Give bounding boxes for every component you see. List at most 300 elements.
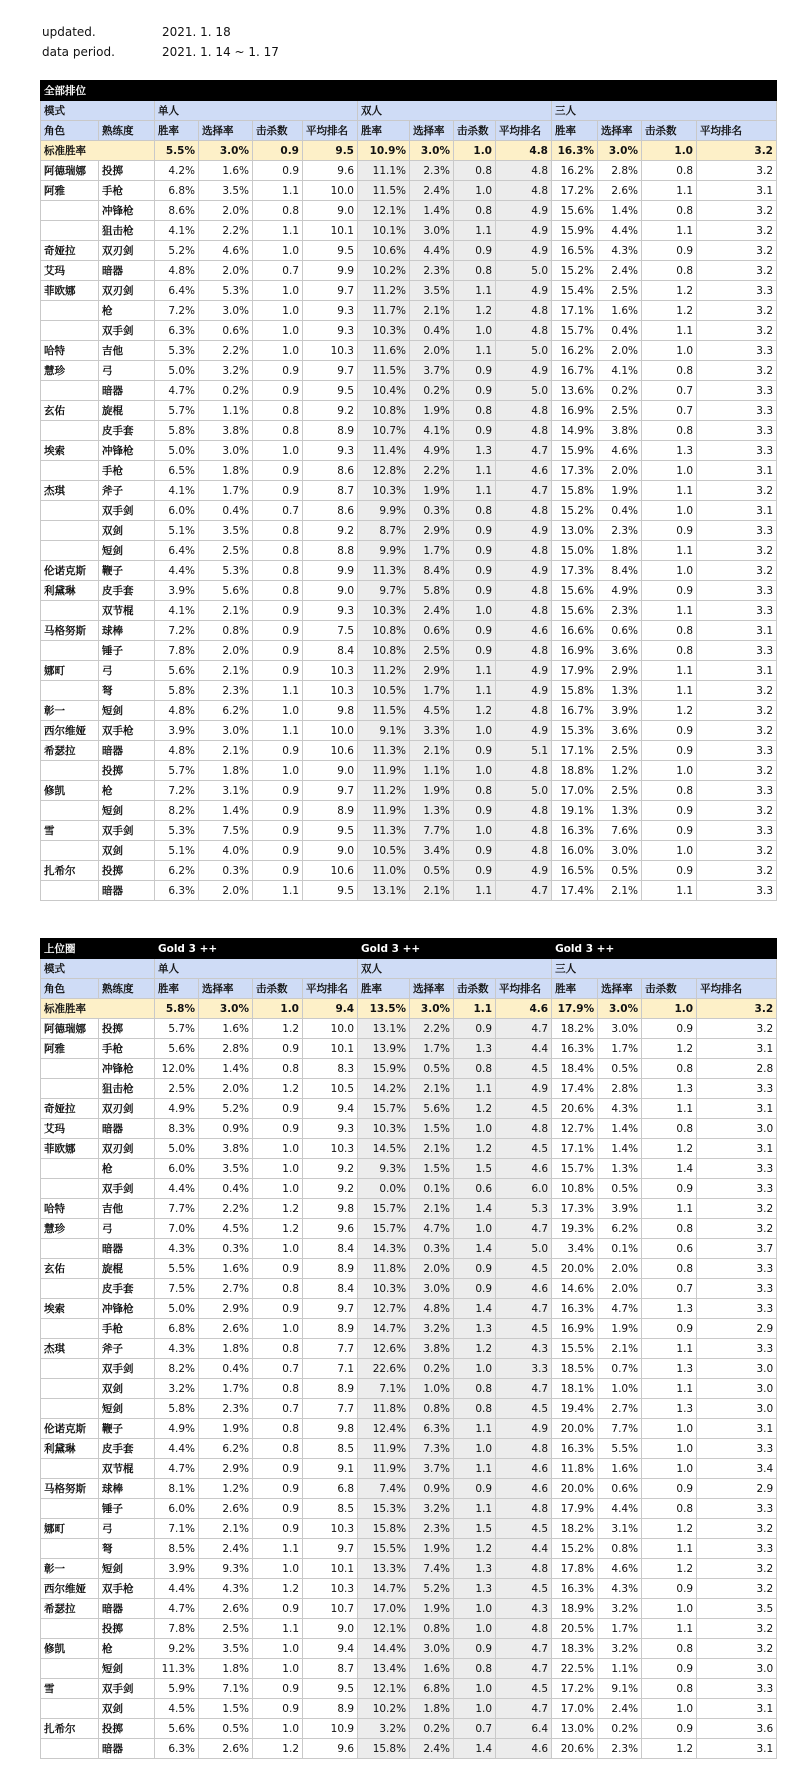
stat-value: 11.9% [358,761,410,781]
stat-value: 1.0 [642,1439,697,1459]
stat-value: 0.9 [454,241,496,261]
stat-value: 4.8% [155,741,199,761]
stat-value: 11.6% [358,341,410,361]
stat-value: 1.0 [253,321,303,341]
stat-value: 3.2 [697,561,777,581]
stat-value: 0.4% [199,501,253,521]
weapon-name: 冲锋枪 [99,1299,155,1319]
stat-value: 19.3% [552,1219,598,1239]
stat-value: 3.2 [697,481,777,501]
stat-value: 0.5% [598,1059,642,1079]
table-row [41,1659,777,1679]
table-row [41,841,777,861]
stat-value: 15.8% [358,1519,410,1539]
stat-value: 4.5 [496,1139,552,1159]
stat-value: 0.3% [410,1239,454,1259]
character-name: 慧珍 [41,361,99,381]
stat-value: 4.9 [496,861,552,881]
mode-name: 三人 [552,101,777,121]
stat-value: 4.3 [496,1339,552,1359]
stat-value: 8.4 [303,641,358,661]
stat-value: 1.7% [598,1039,642,1059]
stat-value: 0.6% [598,621,642,641]
stat-value: 3.9% [598,1199,642,1219]
stat-value: 3.3 [697,781,777,801]
stat-value: 2.5% [410,641,454,661]
stat-value: 1.1 [454,1459,496,1479]
stat-value: 2.1% [410,1139,454,1159]
stat-value: 2.0% [598,1279,642,1299]
stat-value: 4.8 [496,1439,552,1459]
stat-value: 0.9 [253,601,303,621]
character-name: 阿雅 [41,181,99,201]
stat-value: 0.2% [410,1359,454,1379]
character-name [41,1239,99,1259]
stat-value: 3.2 [697,201,777,221]
stat-value: 9.2 [303,401,358,421]
table-row [41,441,777,461]
stat-value: 1.1 [642,661,697,681]
stat-value: 13.1% [358,1019,410,1039]
character-name [41,461,99,481]
stat-value: 10.5% [358,841,410,861]
stat-header: 击杀数 [642,121,697,141]
stat-value: 4.0% [199,841,253,861]
stat-value: 3.2% [410,1499,454,1519]
stat-value: 1.3% [410,801,454,821]
character-name: 利黛琳 [41,1439,99,1459]
stat-value: 11.5% [358,181,410,201]
stat-value: 4.5 [496,1319,552,1339]
stat-value: 0.9 [454,361,496,381]
stat-value: 0.8 [642,1499,697,1519]
weapon-name: 双节棍 [99,1459,155,1479]
stat-value: 4.8 [496,761,552,781]
stat-value: 0.8 [253,1279,303,1299]
stat-value: 1.1% [199,401,253,421]
weapon-name: 弩 [99,681,155,701]
stat-value: 1.2 [454,701,496,721]
stat-value: 16.3% [552,821,598,841]
stat-value: 9.1% [598,1679,642,1699]
stat-value: 9.7 [303,281,358,301]
stat-value: 1.1 [454,1499,496,1519]
stat-value: 1.5 [454,1519,496,1539]
stat-value: 3.8% [598,421,642,441]
stat-value: 10.6% [358,241,410,261]
stat-header: 平均排名 [697,121,777,141]
stat-value: 10.8% [358,621,410,641]
stat-value: 19.1% [552,801,598,821]
stat-value: 0.4% [199,1179,253,1199]
stat-value: 4.7 [496,1379,552,1399]
stat-value: 0.9 [642,1579,697,1599]
stat-value: 5.3% [199,281,253,301]
stat-value: 1.5% [410,1119,454,1139]
stat-value: 0.7 [253,1359,303,1379]
stat-value: 1.1% [598,1659,642,1679]
stat-value: 0.8 [454,1659,496,1679]
stat-value: 0.9 [253,1699,303,1719]
stat-value: 1.0 [454,1679,496,1699]
stat-value: 9.7% [358,581,410,601]
stat-header: 平均排名 [303,121,358,141]
stat-value: 2.1% [199,1519,253,1539]
stat-value: 1.1 [253,181,303,201]
stat-value: 2.8% [598,1079,642,1099]
stat-value: 4.1% [155,601,199,621]
table-row [41,1379,777,1399]
stat-value: 1.4% [199,1059,253,1079]
stat-value: 9.3 [303,321,358,341]
stat-value: 0.8% [199,621,253,641]
stat-value: 1.1 [642,1339,697,1359]
table-row [41,701,777,721]
standard-value: 13.5% [358,999,410,1019]
stat-value: 3.3 [697,441,777,461]
table-row [41,1259,777,1279]
stat-value: 0.8 [454,261,496,281]
stat-value: 3.2 [697,321,777,341]
stat-value: 8.5 [303,1439,358,1459]
stat-value: 4.9% [598,581,642,601]
stat-value: 9.8 [303,1419,358,1439]
character-name [41,1179,99,1199]
stat-value: 1.8% [199,761,253,781]
character-name: 阿德瑞娜 [41,161,99,181]
stat-value: 3.6% [598,721,642,741]
stat-value: 8.6% [155,201,199,221]
standard-value: 4.6 [496,999,552,1019]
stat-value: 3.0% [410,1639,454,1659]
stat-value: 8.7 [303,481,358,501]
stat-value: 10.0 [303,181,358,201]
stat-value: 20.0% [552,1419,598,1439]
weapon-name: 投掷 [99,1719,155,1739]
stat-value: 17.3% [552,1199,598,1219]
stat-value: 3.5% [199,1159,253,1179]
stat-value: 3.7% [410,1459,454,1479]
stat-value: 1.1 [642,1539,697,1559]
stat-value: 4.8 [496,161,552,181]
weapon-name: 暗器 [99,1739,155,1759]
stat-value: 3.2% [155,1379,199,1399]
character-name [41,1279,99,1299]
standard-value: 10.9% [358,141,410,161]
stat-value: 0.9 [454,801,496,821]
weapon-name: 旋棍 [99,1259,155,1279]
stat-value: 1.7% [199,481,253,501]
stat-value: 4.8 [496,321,552,341]
stat-value: 1.1 [253,721,303,741]
weapon-name: 枪 [99,1159,155,1179]
stat-value: 3.2 [697,261,777,281]
stat-value: 3.2% [358,1719,410,1739]
stat-value: 11.0% [358,861,410,881]
stat-value: 15.7% [552,1159,598,1179]
table-row [41,1059,777,1079]
weapon-name: 手枪 [99,181,155,201]
stat-value: 3.2 [697,541,777,561]
standard-label: 标准胜率 [41,999,155,1019]
stat-value: 6.4% [155,281,199,301]
stat-value: 8.4 [303,1239,358,1259]
table-row [41,861,777,881]
character-name [41,1699,99,1719]
character-name: 希瑟拉 [41,1599,99,1619]
stat-value: 10.6 [303,741,358,761]
stat-value: 11.5% [358,361,410,381]
stat-value: 3.1 [697,1739,777,1759]
table-row [41,1479,777,1499]
stat-value: 6.0% [155,1159,199,1179]
stat-value: 10.3% [358,1119,410,1139]
stat-value: 1.4 [454,1199,496,1219]
stat-value: 1.1 [642,681,697,701]
stat-value: 7.7% [410,821,454,841]
stat-value: 7.6% [598,821,642,841]
character-name [41,1379,99,1399]
stat-value: 14.7% [358,1579,410,1599]
stat-value: 7.7 [303,1339,358,1359]
stat-value: 1.2 [642,1139,697,1159]
stat-value: 18.9% [552,1599,598,1619]
stat-value: 6.0% [155,1499,199,1519]
stat-value: 3.4 [697,1459,777,1479]
stat-value: 3.2 [697,221,777,241]
stat-value: 3.2 [697,701,777,721]
stat-value: 9.1% [358,721,410,741]
stat-value: 2.0% [199,261,253,281]
stat-value: 1.3 [454,1319,496,1339]
stat-value: 5.0% [155,1139,199,1159]
stat-value: 5.3 [496,1199,552,1219]
stat-value: 4.8% [410,1299,454,1319]
table-row [41,521,777,541]
stat-value: 5.8% [155,1399,199,1419]
stat-value: 0.8 [454,161,496,181]
table-row [41,1719,777,1739]
stat-header: 胜率 [358,121,410,141]
character-name [41,1159,99,1179]
stat-value: 1.3 [454,1039,496,1059]
stat-value: 16.2% [552,161,598,181]
stat-value: 3.0 [697,1359,777,1379]
stat-value: 16.5% [552,861,598,881]
stat-value: 2.0% [598,1259,642,1279]
stat-value: 9.5 [303,1679,358,1699]
stat-value: 3.3% [410,721,454,741]
weapon-name: 吉他 [99,1199,155,1219]
stat-value: 6.2% [155,861,199,881]
stat-value: 15.9% [552,441,598,461]
character-name: 彰一 [41,701,99,721]
standard-value: 4.8 [496,141,552,161]
standard-value: 1.0 [253,999,303,1019]
stat-value: 7.2% [155,781,199,801]
stat-value: 1.0 [253,1179,303,1199]
stat-value: 5.0 [496,1239,552,1259]
weapon-name: 短剑 [99,1399,155,1419]
stat-value: 0.9 [454,641,496,661]
stat-value: 3.2 [697,801,777,821]
stat-value: 2.4% [410,601,454,621]
stat-value: 14.2% [358,1079,410,1099]
weapon-name: 双节棍 [99,601,155,621]
stat-header: 胜率 [155,979,199,999]
character-name [41,521,99,541]
stat-value: 2.0% [199,881,253,901]
standard-value: 9.5 [303,141,358,161]
stat-value: 3.2 [697,301,777,321]
stat-value: 12.8% [358,461,410,481]
stat-value: 2.1% [199,601,253,621]
stat-value: 1.6% [199,1019,253,1039]
stat-value: 10.3 [303,661,358,681]
stat-value: 0.5% [598,861,642,881]
stat-value: 5.6% [199,581,253,601]
stat-value: 1.1 [253,681,303,701]
stat-value: 5.6% [155,1039,199,1059]
stat-value: 3.1 [697,1039,777,1059]
stat-value: 4.4% [155,1579,199,1599]
stat-value: 11.8% [358,1259,410,1279]
table-row [41,1579,777,1599]
table-row [41,321,777,341]
standard-value: 3.2 [697,999,777,1019]
stat-value: 14.6% [552,1279,598,1299]
stat-value: 4.7% [155,1599,199,1619]
stat-value: 6.2% [199,1439,253,1459]
character-name: 伦诺克斯 [41,1419,99,1439]
stat-value: 16.5% [552,241,598,261]
table-row [41,1019,777,1039]
stat-value: 0.8 [253,1339,303,1359]
stat-value: 10.3 [303,341,358,361]
stat-value: 1.7% [598,1619,642,1639]
stat-header: 选择率 [598,979,642,999]
character-name [41,1399,99,1419]
stat-value: 2.8 [697,1059,777,1079]
stat-value: 0.9 [642,1479,697,1499]
weapon-name: 枪 [99,301,155,321]
stat-value: 10.1 [303,1039,358,1059]
table-row [41,1419,777,1439]
stat-value: 0.4% [199,1359,253,1379]
stat-value: 1.1 [642,221,697,241]
weapon-name: 双手剑 [99,821,155,841]
character-name: 菲欧娜 [41,1139,99,1159]
weapon-name: 皮手套 [99,421,155,441]
stat-value: 9.8 [303,701,358,721]
stat-value: 0.9 [253,821,303,841]
stat-value: 4.5 [496,1399,552,1419]
stat-value: 10.7 [303,1599,358,1619]
stat-value: 0.9 [454,541,496,561]
stat-value: 15.6% [552,601,598,621]
stat-value: 2.6% [199,1499,253,1519]
stat-value: 4.8 [496,501,552,521]
stat-value: 3.3 [697,341,777,361]
character-name: 杰琪 [41,481,99,501]
stat-value: 0.9 [253,481,303,501]
stat-value: 3.2 [697,841,777,861]
stat-value: 7.1% [199,1679,253,1699]
stat-value: 1.0 [253,701,303,721]
stat-value: 1.8% [199,461,253,481]
stat-value: 2.3% [598,521,642,541]
character-name: 娜町 [41,1519,99,1539]
stat-value: 2.9% [199,1299,253,1319]
table-row [41,1499,777,1519]
stat-value: 0.7 [642,401,697,421]
stat-value: 4.9% [410,441,454,461]
character-name: 阿德瑞娜 [41,1019,99,1039]
table-row [41,781,777,801]
stat-value: 3.5% [199,1639,253,1659]
stat-value: 2.2% [199,341,253,361]
stat-value: 4.5 [496,1099,552,1119]
standard-value: 3.0% [598,141,642,161]
stat-value: 0.9 [253,1119,303,1139]
stat-value: 13.9% [358,1039,410,1059]
stat-value: 1.0 [642,561,697,581]
stat-value: 0.8 [454,201,496,221]
stat-value: 5.1 [496,741,552,761]
stat-value: 0.8 [642,641,697,661]
stat-value: 4.5 [496,1519,552,1539]
stat-value: 5.3% [155,821,199,841]
character-name: 扎希尔 [41,861,99,881]
stat-value: 3.3 [697,881,777,901]
stat-value: 15.7% [358,1219,410,1239]
standard-value: 3.2 [697,141,777,161]
stat-value: 13.6% [552,381,598,401]
standard-value: 5.8% [155,999,199,1019]
stat-value: 16.9% [552,401,598,421]
stat-value: 3.3 [697,521,777,541]
stat-value: 12.6% [358,1339,410,1359]
weapon-name: 短剑 [99,1659,155,1679]
stat-value: 3.5% [199,521,253,541]
stat-value: 7.2% [155,301,199,321]
stat-value: 0.9 [454,741,496,761]
stat-value: 0.8 [253,541,303,561]
stat-value: 1.9% [410,481,454,501]
stat-value: 16.3% [552,1299,598,1319]
stat-value: 6.4% [155,541,199,561]
stat-value: 10.5% [358,681,410,701]
stat-value: 3.9% [598,701,642,721]
weapon-name: 双手剑 [99,501,155,521]
stat-value: 11.7% [358,301,410,321]
stat-value: 1.2 [253,1579,303,1599]
stat-value: 1.1 [454,681,496,701]
stat-value: 4.8 [496,301,552,321]
stat-value: 3.2% [598,1639,642,1659]
table-row [41,1199,777,1219]
stat-value: 9.9 [303,261,358,281]
character-name [41,381,99,401]
stat-value: 0.3% [199,1239,253,1259]
character-name: 玄佑 [41,1259,99,1279]
stat-value: 17.4% [552,1079,598,1099]
stat-value: 9.3 [303,441,358,461]
stat-value: 3.1 [697,1139,777,1159]
stat-value: 1.3 [642,1299,697,1319]
weapon-name: 冲锋枪 [99,441,155,461]
standard-value: 16.3% [552,141,598,161]
